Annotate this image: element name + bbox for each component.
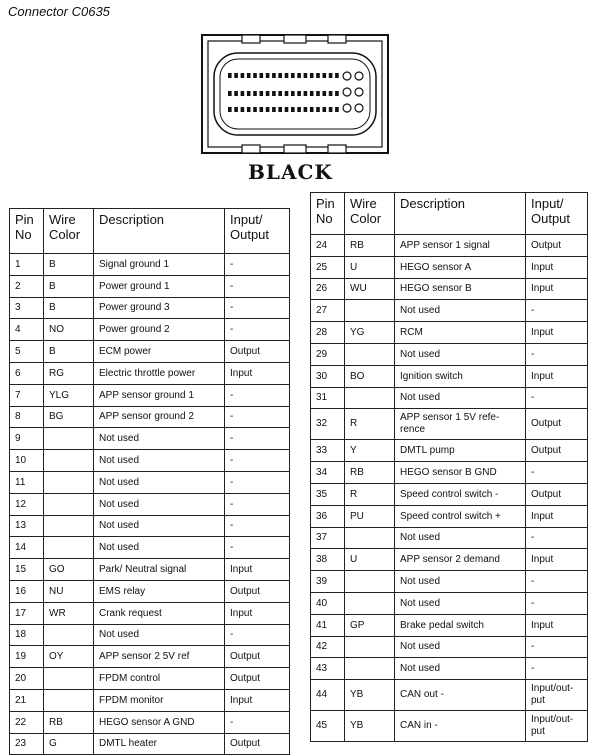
connector-pin [266, 107, 270, 112]
connector-pin [316, 91, 320, 96]
cell-desc: Not used [94, 515, 225, 537]
connector-pin [241, 91, 245, 96]
table-row [311, 440, 588, 462]
cell-wire: YB [345, 680, 395, 711]
cell-io: Output [526, 235, 588, 257]
cell-desc: RCM [395, 322, 526, 344]
cell-io: Input [526, 365, 588, 387]
cell-desc: APP sensor 1 signal [395, 235, 526, 257]
cell-pin: 25 [311, 256, 345, 278]
table-row [10, 275, 290, 297]
cell-pin: 20 [10, 668, 44, 690]
cell-pin: 7 [10, 384, 44, 406]
cell-pin: 10 [10, 450, 44, 472]
cell-io: - [225, 406, 290, 428]
cell-io: Input [526, 278, 588, 300]
connector-pin [241, 107, 245, 112]
connector-pin [266, 73, 270, 78]
table-row [10, 450, 290, 472]
cell-wire: B [44, 275, 94, 297]
connector-pin [228, 73, 232, 78]
table-row [10, 537, 290, 559]
cell-desc: Not used [395, 571, 526, 593]
cell-io: - [225, 450, 290, 472]
header-pin-no: Pin No [311, 193, 345, 235]
connector-pin [304, 91, 308, 96]
table-row [311, 571, 588, 593]
cell-wire: BG [44, 406, 94, 428]
cell-pin: 12 [10, 493, 44, 515]
connector-pin [234, 91, 238, 96]
cell-desc: Power ground 2 [94, 319, 225, 341]
cell-pin: 26 [311, 278, 345, 300]
cell-wire: RB [44, 711, 94, 733]
cell-io: - [225, 254, 290, 276]
table-row [311, 680, 588, 711]
connector-pin [329, 107, 333, 112]
cell-pin: 8 [10, 406, 44, 428]
connector-pin [304, 107, 308, 112]
cell-desc: Signal ground 1 [94, 254, 225, 276]
table-row [10, 711, 290, 733]
cell-io: Input [225, 602, 290, 624]
connector-pin [323, 91, 327, 96]
cell-io: - [526, 658, 588, 680]
connector-pin [253, 107, 257, 112]
cell-desc: HEGO sensor B GND [395, 462, 526, 484]
connector-pin [241, 73, 245, 78]
cell-desc: Electric throttle power [94, 362, 225, 384]
table-row [10, 668, 290, 690]
cell-pin: 44 [311, 680, 345, 711]
cell-desc: Not used [94, 471, 225, 493]
cell-desc: ECM power [94, 341, 225, 363]
cell-io: - [225, 384, 290, 406]
table-row [10, 362, 290, 384]
cell-pin: 30 [311, 365, 345, 387]
connector-pin [310, 107, 314, 112]
cell-pin: 24 [311, 235, 345, 257]
table-row [311, 505, 588, 527]
table-row [10, 384, 290, 406]
table-row [311, 343, 588, 365]
cell-pin: 45 [311, 711, 345, 742]
cell-wire [44, 493, 94, 515]
cell-wire [44, 537, 94, 559]
table-row [311, 483, 588, 505]
cell-wire [44, 450, 94, 472]
cell-desc: EMS relay [94, 580, 225, 602]
cell-pin: 6 [10, 362, 44, 384]
connector-pin [310, 91, 314, 96]
cell-desc: Power ground 1 [94, 275, 225, 297]
cell-wire [345, 636, 395, 658]
cell-pin: 2 [10, 275, 44, 297]
cell-wire: R [345, 483, 395, 505]
cell-io: Input [526, 256, 588, 278]
table-row [311, 322, 588, 344]
cell-pin: 41 [311, 614, 345, 636]
connector-pin [291, 73, 295, 78]
cell-wire: YG [345, 322, 395, 344]
cell-io: - [225, 493, 290, 515]
cell-io: Input [526, 614, 588, 636]
cell-desc: DMTL pump [395, 440, 526, 462]
cell-desc: Not used [395, 527, 526, 549]
connector-pin [228, 107, 232, 112]
connector-pin [253, 91, 257, 96]
table-row [311, 387, 588, 409]
connector-pin [316, 73, 320, 78]
connector-pin [253, 73, 257, 78]
cell-pin: 21 [10, 689, 44, 711]
table-row [10, 493, 290, 515]
cell-desc: Not used [94, 428, 225, 450]
cell-pin: 1 [10, 254, 44, 276]
cell-pin: 14 [10, 537, 44, 559]
table-row [311, 235, 588, 257]
connector-pin [266, 91, 270, 96]
cell-wire: WR [44, 602, 94, 624]
table-row [311, 462, 588, 484]
cell-io: - [526, 387, 588, 409]
connector-pin [335, 73, 339, 78]
connector-pin [297, 107, 301, 112]
connector-pin [304, 73, 308, 78]
table-row [10, 406, 290, 428]
cell-desc: APP sensor 2 demand [395, 549, 526, 571]
cell-desc: HEGO sensor A [395, 256, 526, 278]
cell-pin: 4 [10, 319, 44, 341]
cell-wire [345, 343, 395, 365]
connector-pin [278, 73, 282, 78]
cell-pin: 19 [10, 646, 44, 668]
header-description: Description [94, 209, 225, 254]
cell-wire: RB [345, 235, 395, 257]
cell-desc: FPDM monitor [94, 689, 225, 711]
cell-desc: Not used [94, 624, 225, 646]
cell-wire [345, 387, 395, 409]
cell-io: Output [225, 580, 290, 602]
table-row [10, 428, 290, 450]
cell-io: - [225, 428, 290, 450]
header-input-output: Input/ Output [526, 193, 588, 235]
connector-pin [329, 73, 333, 78]
connector-pin [323, 73, 327, 78]
cell-wire: RG [44, 362, 94, 384]
connector-pin [310, 73, 314, 78]
connector-pin [234, 107, 238, 112]
cell-wire [44, 471, 94, 493]
connector-pin [316, 107, 320, 112]
cell-pin: 36 [311, 505, 345, 527]
cell-wire: RB [345, 462, 395, 484]
cell-wire: B [44, 341, 94, 363]
cell-pin: 27 [311, 300, 345, 322]
cell-io: - [225, 624, 290, 646]
cell-wire: OY [44, 646, 94, 668]
cell-wire: U [345, 256, 395, 278]
table-row [311, 711, 588, 742]
table-row [10, 689, 290, 711]
connector-pin [260, 91, 264, 96]
cell-desc: Park/ Neutral signal [94, 559, 225, 581]
connector-pin [260, 107, 264, 112]
cell-desc: Speed control switch + [395, 505, 526, 527]
table-row [311, 549, 588, 571]
cell-desc: Not used [395, 636, 526, 658]
cell-io: Input [225, 559, 290, 581]
cell-wire: GP [345, 614, 395, 636]
cell-wire [345, 571, 395, 593]
cell-desc: Ignition switch [395, 365, 526, 387]
table-row [10, 646, 290, 668]
table-row [10, 733, 290, 755]
connector-color-label: BLACK [248, 160, 333, 184]
cell-io: Input [526, 505, 588, 527]
cell-desc: HEGO sensor B [395, 278, 526, 300]
header-pin-no: Pin No [10, 209, 44, 254]
table-row [311, 592, 588, 614]
table-row [10, 602, 290, 624]
cell-io: Input/out- put [526, 711, 588, 742]
cell-wire [44, 689, 94, 711]
cell-wire: PU [345, 505, 395, 527]
connector-pin [285, 73, 289, 78]
connector-diagram [200, 33, 390, 155]
cell-io: - [225, 275, 290, 297]
cell-pin: 34 [311, 462, 345, 484]
cell-wire: B [44, 254, 94, 276]
cell-io: Output [526, 483, 588, 505]
connector-pin [291, 91, 295, 96]
cell-pin: 37 [311, 527, 345, 549]
cell-io: Output [225, 646, 290, 668]
cell-desc: APP sensor 2 5V ref [94, 646, 225, 668]
connector-pin [247, 91, 251, 96]
table-row [311, 636, 588, 658]
cell-wire [345, 300, 395, 322]
cell-pin: 13 [10, 515, 44, 537]
table-row [10, 341, 290, 363]
cell-io: Input [526, 549, 588, 571]
cell-wire: G [44, 733, 94, 755]
connector-pin [278, 107, 282, 112]
table-row [311, 300, 588, 322]
connector-pin [323, 107, 327, 112]
connector-pin [234, 73, 238, 78]
cell-desc: Not used [395, 592, 526, 614]
cell-desc: Not used [94, 450, 225, 472]
cell-pin: 31 [311, 387, 345, 409]
cell-desc: Crank request [94, 602, 225, 624]
pin-table-right [310, 192, 588, 742]
cell-wire [345, 592, 395, 614]
cell-io: - [526, 527, 588, 549]
cell-wire: NO [44, 319, 94, 341]
header-wire-color: Wire Color [345, 193, 395, 235]
cell-pin: 29 [311, 343, 345, 365]
cell-pin: 15 [10, 559, 44, 581]
cell-desc: APP sensor 1 5V refe- rence [395, 409, 526, 440]
cell-wire: U [345, 549, 395, 571]
cell-pin: 5 [10, 341, 44, 363]
cell-wire: R [345, 409, 395, 440]
connector-pin [228, 91, 232, 96]
cell-wire [44, 428, 94, 450]
connector-pin [272, 73, 276, 78]
table-row [311, 278, 588, 300]
cell-pin: 35 [311, 483, 345, 505]
cell-pin: 9 [10, 428, 44, 450]
cell-io: Output [225, 341, 290, 363]
cell-wire: YB [345, 711, 395, 742]
cell-desc: Not used [395, 658, 526, 680]
cell-io: Input [526, 322, 588, 344]
table-row [311, 409, 588, 440]
cell-pin: 17 [10, 602, 44, 624]
cell-io: Input [225, 362, 290, 384]
table-row [10, 515, 290, 537]
cell-pin: 18 [10, 624, 44, 646]
table-row [10, 297, 290, 319]
cell-desc: Not used [94, 537, 225, 559]
header-wire-color: Wire Color [44, 209, 94, 254]
table-row [10, 580, 290, 602]
table-row [10, 319, 290, 341]
table-row [311, 614, 588, 636]
cell-wire: BO [345, 365, 395, 387]
cell-desc: CAN out - [395, 680, 526, 711]
cell-io: - [526, 462, 588, 484]
cell-wire: WU [345, 278, 395, 300]
cell-desc: APP sensor ground 2 [94, 406, 225, 428]
cell-io: Input [225, 689, 290, 711]
cell-io: - [225, 711, 290, 733]
table-row [10, 471, 290, 493]
connector-pin [272, 91, 276, 96]
cell-io: Output [225, 733, 290, 755]
cell-pin: 39 [311, 571, 345, 593]
cell-io: - [526, 636, 588, 658]
cell-desc: FPDM control [94, 668, 225, 690]
cell-desc: Not used [395, 300, 526, 322]
cell-io: - [526, 571, 588, 593]
table-row [10, 254, 290, 276]
cell-pin: 11 [10, 471, 44, 493]
table-row [311, 658, 588, 680]
connector-pin [297, 73, 301, 78]
cell-wire: Y [345, 440, 395, 462]
table-row [311, 365, 588, 387]
table-row [311, 527, 588, 549]
cell-pin: 28 [311, 322, 345, 344]
cell-pin: 22 [10, 711, 44, 733]
connector-pin [247, 107, 251, 112]
cell-io: - [225, 297, 290, 319]
cell-wire: GO [44, 559, 94, 581]
cell-desc: Speed control switch - [395, 483, 526, 505]
cell-desc: HEGO sensor A GND [94, 711, 225, 733]
cell-pin: 32 [311, 409, 345, 440]
cell-wire [44, 668, 94, 690]
cell-wire [345, 527, 395, 549]
cell-desc: Not used [395, 387, 526, 409]
connector-pin [335, 107, 339, 112]
cell-wire: B [44, 297, 94, 319]
connector-pin [260, 73, 264, 78]
cell-io: - [526, 592, 588, 614]
cell-io: - [225, 515, 290, 537]
cell-desc: Power ground 3 [94, 297, 225, 319]
connector-pin [272, 107, 276, 112]
cell-pin: 43 [311, 658, 345, 680]
cell-pin: 38 [311, 549, 345, 571]
cell-io: Output [526, 440, 588, 462]
header-input-output: Input/ Output [225, 209, 290, 254]
cell-pin: 23 [10, 733, 44, 755]
cell-desc: CAN in - [395, 711, 526, 742]
cell-io: - [225, 471, 290, 493]
cell-wire [44, 624, 94, 646]
connector-pin [335, 91, 339, 96]
cell-wire: YLG [44, 384, 94, 406]
connector-pin [285, 107, 289, 112]
cell-desc: Not used [395, 343, 526, 365]
cell-pin: 33 [311, 440, 345, 462]
table-row [10, 559, 290, 581]
cell-pin: 40 [311, 592, 345, 614]
connector-pin [297, 91, 301, 96]
header-description: Description [395, 193, 526, 235]
cell-io: - [526, 300, 588, 322]
cell-io: Output [225, 668, 290, 690]
connector-pin [247, 73, 251, 78]
connector-pin [278, 91, 282, 96]
cell-wire: NU [44, 580, 94, 602]
cell-pin: 3 [10, 297, 44, 319]
table-row [311, 256, 588, 278]
cell-io: - [526, 343, 588, 365]
cell-io: - [225, 537, 290, 559]
connector-pin [329, 91, 333, 96]
cell-wire [345, 658, 395, 680]
pin-table-left [9, 208, 290, 755]
cell-wire [44, 515, 94, 537]
cell-io: - [225, 319, 290, 341]
table-row [10, 624, 290, 646]
cell-io: Input/out- put [526, 680, 588, 711]
connector-pin [285, 91, 289, 96]
cell-pin: 42 [311, 636, 345, 658]
page-title: Connector C0635 [8, 4, 110, 19]
cell-desc: Brake pedal switch [395, 614, 526, 636]
cell-desc: DMTL heater [94, 733, 225, 755]
cell-io: Output [526, 409, 588, 440]
cell-desc: APP sensor ground 1 [94, 384, 225, 406]
connector-pin [291, 107, 295, 112]
cell-pin: 16 [10, 580, 44, 602]
cell-desc: Not used [94, 493, 225, 515]
